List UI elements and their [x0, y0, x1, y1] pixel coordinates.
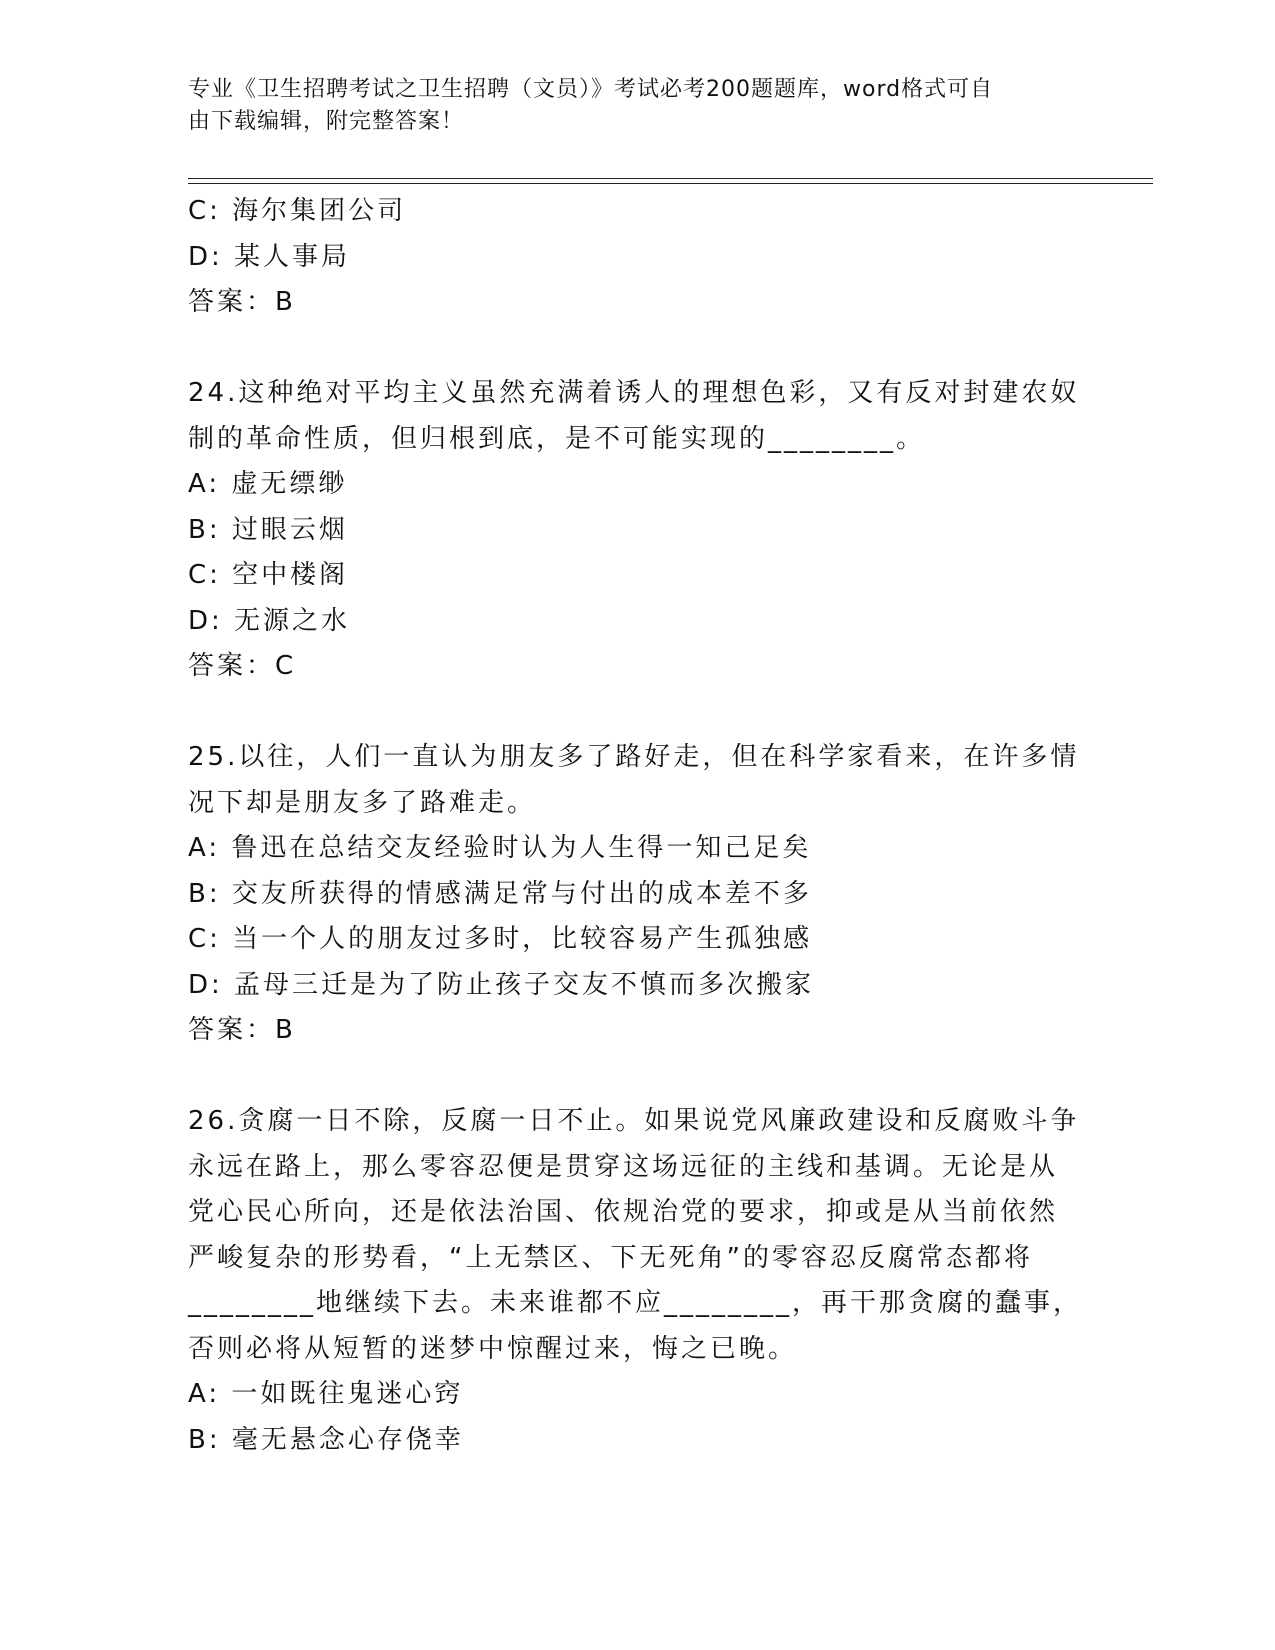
option-c: C: 海尔集团公司	[188, 196, 407, 226]
question-text-line: 严峻复杂的形势看，“上无禁区、下无死角”的零容忍反腐常态都将	[188, 1242, 1033, 1273]
option-a: A: 鲁迅在总结交友经验时认为人生得一知己足矣	[188, 833, 812, 863]
option-d: D: 孟母三迁是为了防止孩子交友不慎而多次搬家	[188, 969, 815, 1000]
option-b: B: 交友所获得的情感满足常与付出的成本差不多	[188, 878, 812, 909]
question-text-line: ________地继续下去。未来谁都不应________，再干那贪腐的蠢事，	[188, 1288, 1083, 1318]
question-24	[188, 371, 1088, 690]
answer-line: 答案：B	[188, 287, 296, 317]
option-a: A: 一如既往鬼迷心窍	[188, 1379, 464, 1409]
document-header	[188, 74, 1068, 138]
question-text-line: 制的革命性质，但归根到底，是不可能实现的________。	[188, 423, 926, 454]
spacer	[188, 326, 1088, 372]
option-d: D: 某人事局	[188, 241, 351, 272]
question-text-line: 24.这种绝对平均主义虽然充满着诱人的理想色彩，又有反对封建农奴	[188, 378, 1080, 408]
option-b: B: 毫无悬念心存侥幸	[188, 1424, 464, 1455]
question-text-line: 况下却是朋友多了路难走。	[188, 787, 537, 818]
option-c: C: 空中楼阁	[188, 560, 349, 590]
question-25	[188, 735, 1088, 1054]
option-d: D: 无源之水	[188, 605, 351, 636]
question-text-line: 党心民心所向，还是依法治国、依规治党的要求，抑或是从当前依然	[188, 1197, 1059, 1227]
header-divider-bottom	[188, 183, 1153, 184]
header-divider-top	[188, 178, 1153, 179]
question-text-line: 否则必将从短暂的迷梦中惊醒过来，悔之已晚。	[188, 1333, 798, 1364]
header-line-1: 专业《卫生招聘考试之卫生招聘（文员）》考试必考200题题库，word格式可自	[188, 77, 994, 102]
option-c: C: 当一个人的朋友过多时，比较容易产生孤独感	[188, 924, 813, 954]
spacer	[188, 690, 1088, 736]
option-b: B: 过眼云烟	[188, 514, 348, 545]
answer-line: 答案：C	[188, 651, 297, 681]
question-text-line: 26.贪腐一日不除，反腐一日不止。如果说党风廉政建设和反腐败斗争	[188, 1106, 1080, 1136]
question-26	[188, 1099, 1088, 1463]
spacer	[188, 1054, 1088, 1100]
question-continued	[188, 189, 1088, 326]
answer-line: 答案：B	[188, 1015, 296, 1045]
header-line-2: 由下载编辑，附完整答案！	[188, 109, 465, 134]
question-text-line: 25.以往，人们一直认为朋友多了路好走，但在科学家看来，在许多情	[188, 742, 1080, 772]
option-a: A: 虚无缥缈	[188, 469, 348, 499]
question-list	[188, 189, 1088, 1463]
question-text-line: 永远在路上，那么零容忍便是贯穿这场远征的主线和基调。无论是从	[188, 1151, 1059, 1182]
